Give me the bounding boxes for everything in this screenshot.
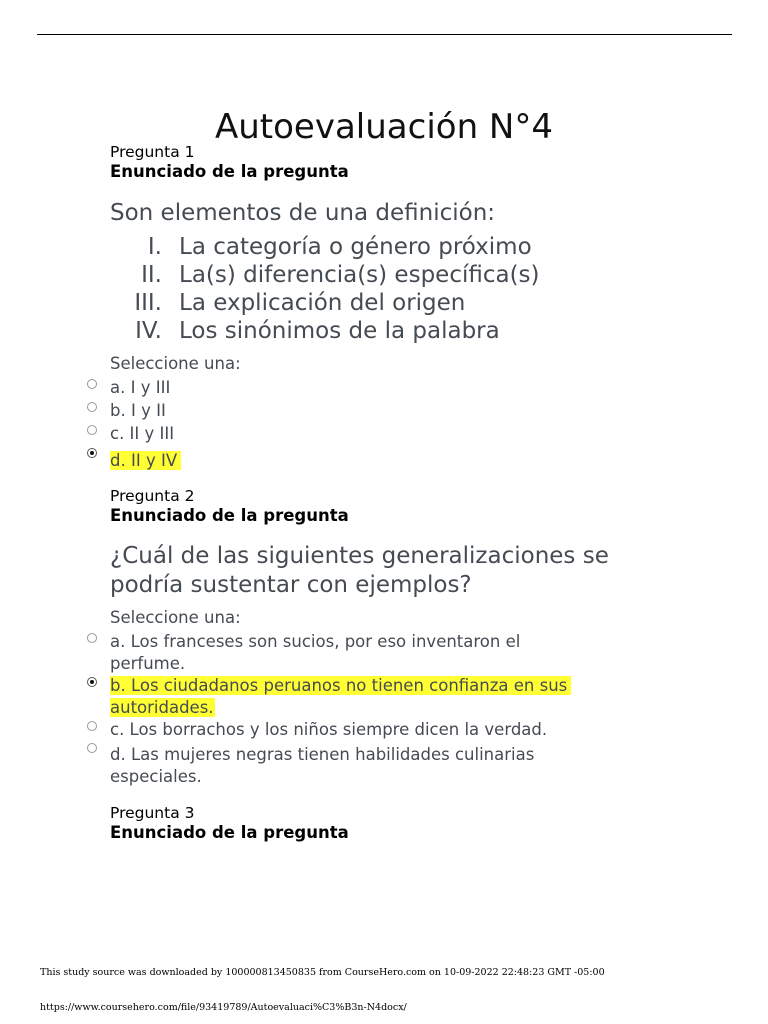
- radio-unchecked-icon[interactable]: [87, 379, 97, 389]
- question-1-number: Pregunta 1: [110, 143, 195, 161]
- question-1-option-c[interactable]: [87, 423, 174, 445]
- question-2-number: Pregunta 2: [110, 487, 195, 505]
- option-label: c. Los borrachos y los niños siempre dicen la verdad.: [110, 720, 548, 739]
- roman-numeral: II.: [141, 262, 162, 288]
- question-1-option-d[interactable]: [87, 448, 181, 472]
- roman-item-4: [110, 317, 500, 345]
- download-source-note: This study source was downloaded by 100000813450835 from CourseHero.com on 10-09-2022 22:48:23 GMT -05:00: [40, 967, 605, 978]
- radio-checked-icon[interactable]: [87, 448, 97, 458]
- question-2-option-b[interactable]: [87, 675, 571, 719]
- option-line: especiales.: [110, 767, 202, 786]
- question-1-heading: Enunciado de la pregunta: [110, 162, 349, 181]
- question-1-option-b[interactable]: [87, 400, 166, 422]
- selected-answer-highlight: autoridades.: [110, 698, 214, 717]
- roman-numeral: III.: [134, 290, 162, 316]
- option-label: b. I y II: [110, 401, 166, 420]
- question-2-stem-line-1: ¿Cuál de las siguientes generalizaciones se: [110, 543, 609, 569]
- roman-item-3: [110, 289, 465, 317]
- selected-answer-highlight: d. II y IV: [110, 451, 181, 470]
- radio-unchecked-icon[interactable]: [87, 425, 97, 435]
- question-2-stem-line-2: podría sustentar con ejemplos?: [110, 572, 472, 598]
- question-2-select-prompt: Seleccione una:: [110, 608, 241, 627]
- question-2-option-d[interactable]: [87, 743, 534, 788]
- roman-item-2: [110, 261, 540, 289]
- radio-unchecked-icon[interactable]: [87, 721, 97, 731]
- roman-text: La categoría o género próximo: [179, 234, 532, 260]
- roman-numeral: I.: [147, 234, 162, 260]
- question-2-heading: Enunciado de la pregunta: [110, 506, 349, 525]
- roman-text: La explicación del origen: [179, 290, 466, 316]
- question-3-number: Pregunta 3: [110, 804, 195, 822]
- question-1-option-a[interactable]: [87, 377, 170, 399]
- option-label: [110, 631, 520, 675]
- radio-unchecked-icon[interactable]: [87, 633, 97, 643]
- option-line: a. Los franceses son sucios, por eso inventaron el: [110, 632, 521, 651]
- question-2-option-c[interactable]: [87, 719, 547, 741]
- option-label-selected: [110, 450, 181, 472]
- roman-text: Los sinónimos de la palabra: [179, 318, 500, 344]
- option-label: a. I y III: [110, 378, 171, 397]
- option-line: d. Las mujeres negras tienen habilidades culinarias: [110, 745, 535, 764]
- option-label: [110, 744, 534, 788]
- source-url[interactable]: https://www.coursehero.com/file/93419789/Autoevaluaci%C3%B3n-N4docx/: [40, 1002, 407, 1013]
- question-2-option-a[interactable]: [87, 631, 520, 675]
- option-line: perfume.: [110, 654, 186, 673]
- question-1-stem: Son elementos de una definición:: [110, 200, 496, 226]
- roman-text: La(s) diferencia(s) específica(s): [179, 262, 540, 288]
- radio-unchecked-icon[interactable]: [87, 743, 97, 753]
- option-label-selected: [110, 675, 571, 719]
- top-divider: [37, 34, 732, 35]
- page-title: Autoevaluación N°4: [214, 106, 553, 147]
- roman-numeral: IV.: [135, 318, 162, 344]
- radio-checked-icon[interactable]: [87, 677, 97, 687]
- question-3-heading: Enunciado de la pregunta: [110, 823, 349, 842]
- question-1-select-prompt: Seleccione una:: [110, 354, 241, 373]
- roman-item-1: [110, 233, 532, 261]
- option-label: c. II y III: [110, 424, 175, 443]
- radio-unchecked-icon[interactable]: [87, 402, 97, 412]
- selected-answer-highlight: b. Los ciudadanos peruanos no tienen confianza en sus: [110, 676, 571, 695]
